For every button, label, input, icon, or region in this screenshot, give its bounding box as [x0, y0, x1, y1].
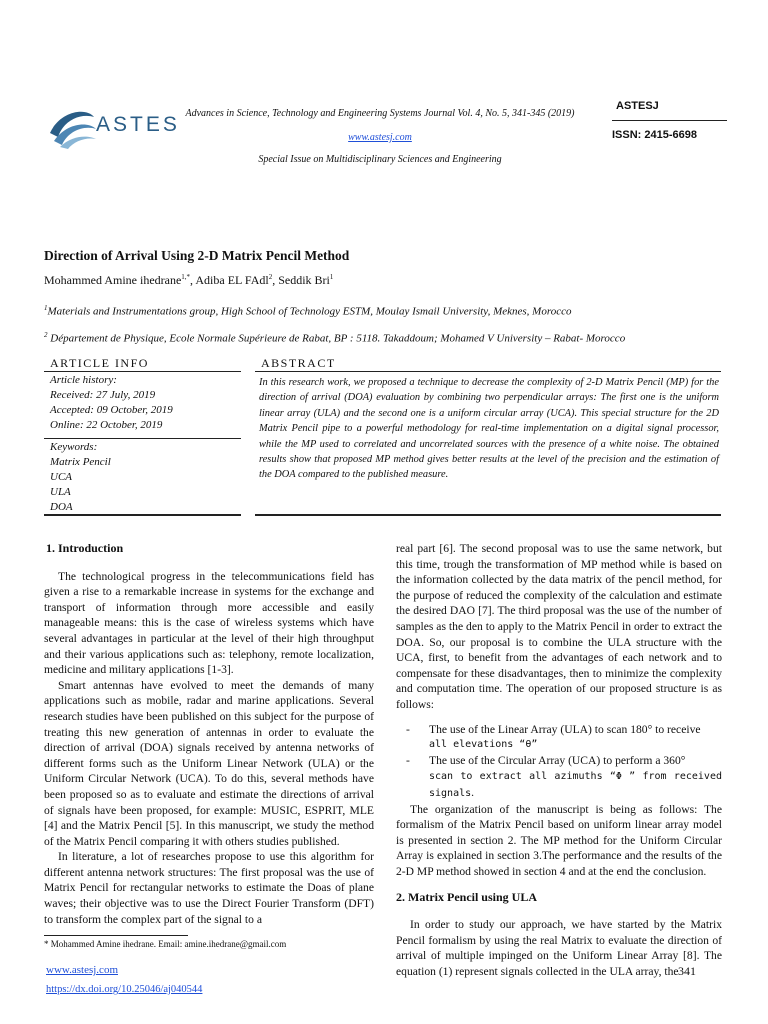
journal-website-link[interactable]: www.astesj.com [348, 132, 412, 143]
received-date: Received: 27 July, 2019 [50, 389, 156, 401]
section-2-heading: 2. Matrix Pencil using ULA [396, 890, 537, 905]
footnote-rule [44, 935, 188, 936]
journal-citation: Advances in Science, Technology and Engineering Systems Journal Vol. 4, No. 5, 341-345 (2019) [185, 108, 575, 119]
paper-title: Direction of Arrival Using 2-D Matrix Pencil Method [44, 248, 350, 263]
keywords-block: Keywords: Matrix Pencil UCA ULA DOA [50, 441, 111, 513]
paragraph: Smart antennas have evolved to meet the demands of many applications such as mobile, radar and marine applications. Several research studies have been published on this subject for the purpose of treating this new generation of antennas in order to evaluate the direction of arrival (DOA) signals received by antenna networks of different forms such as the Uniform Linear Network (ULA) or the Uniform Circular Network (UCA). To do this, several methods have been proposed so as to evaluate and estimate the directions of arrival of signals have been proposed, for example: MUSIC, ESPRIT, MLE [4] and the Matrix Pencil [5]. In this manuscript, we study the method of the Matrix Pencil comparing it with others studies published. [44, 678, 374, 848]
special-issue-line: Special Issue on Multidisciplinary Sciences and Engineering [258, 154, 502, 165]
bullet-item: - The use of the Linear Array (ULA) to scan 180° to receive all elevations “θ” [406, 722, 701, 751]
paragraph: real part [6]. The second proposal was to use the same network, but this time, trough the transformation of MP method while is based on the information collected by the data matrix of the pencil method, for the purpose of reduced the complexity of the calculation and estimate the desired DAO [7]. The third proposal was the use of the number of samples as the den to apply to the Matrix Pencil in order to extract the DOA. So, our proposal is to combine the ULA structure with the UCA, first, to benefit from the advantages of each network and to compensate for these disadvantages, then to minimize the complexity and computation time. The operation of our proposed structure is as follows: [396, 542, 722, 711]
abstract-rule [255, 371, 721, 372]
left-column [44, 541, 374, 927]
abstract-heading: ABSTRACT [261, 356, 336, 370]
right-column [396, 541, 722, 979]
paragraph: The technological progress in the telecommunications field has given a rise to a remarkable increase in systems for the exchange and transport of information through more accessible and easily manageable means: this is the case of wireless systems which have several advantages in particular at the level of their high throughput and their various applications such as: telephony, remote localization, medicine and military applications [1-3]. [44, 569, 374, 677]
abstract-bottom-rule [255, 514, 721, 516]
keyword: UCA [50, 471, 72, 483]
article-info-heading: ARTICLE INFO [50, 356, 149, 370]
author-1: Mohammed Amine ihedrane [44, 273, 182, 287]
keyword: ULA [50, 486, 71, 498]
keywords-rule [44, 438, 241, 439]
online-date: Online: 22 October, 2019 [50, 419, 163, 431]
affiliation-2: $^2$ Département de Physique, Ecole Normale Supérieure de Rabat, BP : 5118. Takaddoum; Mohamed V University – Rabat- Morocco [44, 331, 626, 345]
keyword: DOA [50, 501, 73, 513]
issn-label: ISSN: 2415-6698 [612, 129, 697, 141]
affiliation-1: $^1$Materials and Instrumentations group, High School of Technology ESTM, Moulay Ismail University, Meknes, Morocco [44, 304, 572, 318]
article-history: Article history: Received: 27 July, 2019 Accepted: 09 October, 2019 Online: 22 October, 2019 [50, 374, 173, 431]
accepted-date: Accepted: 09 October, 2019 [50, 404, 173, 416]
author-list: Mohammed Amine ihedrane$^{1,*}$, Adiba EL FAdl$^2$, Seddik Bri$^1$ [44, 273, 334, 287]
author-2: , Adiba EL FAdl [190, 273, 269, 287]
brand-divider [612, 120, 727, 121]
paragraph: In order to study our approach, we have started by the Matrix Pencil formalism by using the real Matrix to evaluate the direction of arrival of multiple impinged on the Uniform Linear Array [8]. The equation (1) represent signals collected in the ULA array, the [396, 918, 722, 978]
logo-wordmark: ASTES [96, 113, 180, 136]
author-3: , Seddik Bri [272, 273, 330, 287]
keyword: Matrix Pencil [50, 456, 111, 468]
paragraph: The organization of the manuscript is being as follows: The formalism of the Matrix Pencil based on uniform linear array model is presented in section 2. The MP method for the Uniform Circular Array is explained in section 3.The performance and the results of the 2-D MP method showed in section 4 and at the end the conclusion. [396, 802, 722, 878]
article-info-rule [44, 371, 241, 372]
abstract-text: In this research work, we proposed a technique to decrease the complexity of 2-D Matrix Pencil (MP) for the direction of arrival (DOA) evaluation by combining two perpendicular arrays: The first one is the uniform linear array (ULA) and the second one is a uniform circular array (UCA). This special structure for the 2D Matrix Pencil pipe to a powerful methodology for real-time implementation on a digital signal processor, while the MP used to correlated and uncorrelated sources with the presence of a white noise. The obtained results show that proposed MP method gives better results at the level of the precision and the estimation of the DOA compared to the published measure. [259, 377, 719, 481]
section-1-heading: 1. Introduction [46, 541, 124, 555]
article-info-bottom-rule [44, 514, 241, 516]
page-number: 341 [678, 964, 696, 978]
doi-link[interactable]: https://dx.doi.org/10.25046/aj040544 [46, 984, 203, 995]
paragraph: In literature, a lot of researches propose to use this algorithm for different antenna network structures: The first proposal was the use of Matrix Pencil for rectangular networks to estimate the Doas of plane waves; their objective was to use the Direct Fourier Transform (DFT) to transform the complex part of the signal to a [44, 850, 374, 926]
brand-name: ASTESJ [616, 100, 659, 112]
bullet-item: - The use of the Circular Array (UCA) to perform a 360° scan to extract all azimuths “Φ ” from received signals. [406, 753, 722, 799]
journal-brand-box [612, 100, 727, 141]
footer-website-link[interactable]: www.astesj.com [46, 964, 118, 976]
footnote: * Mohammed Amine ihedrane. Email: amine.ihedrane@gmail.com [44, 939, 287, 949]
